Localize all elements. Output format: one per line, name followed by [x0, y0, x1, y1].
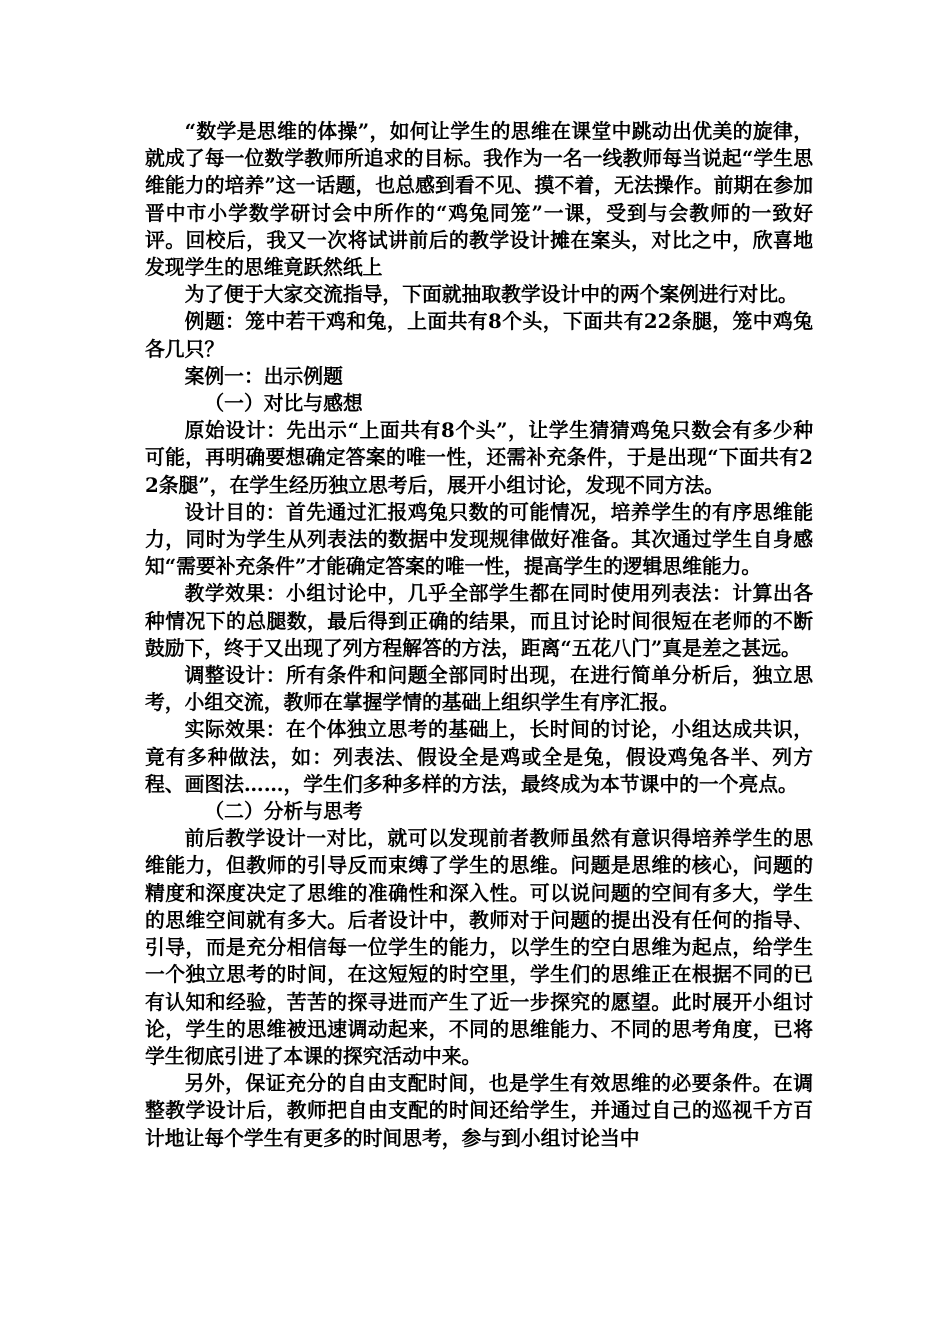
teaching-effect-paragraph: 教学效果：小组讨论中，几乎全部学生都在同时使用列表法：计算出各种情况下的总腿数，最后得到正确的结果，而且讨论时间很短在老师的不断鼓励下，终于又出现了列方程解答的方法，距离“五花八门”真是差之甚远。 [145, 581, 813, 660]
analysis-paragraph: 前后教学设计一对比，就可以发现前者教师虽然有意识得培养学生的思维能力，但教师的引导反而束缚了学生的思维。问题是思维的核心，问题的精度和深度决定了思维的准确性和深入性。可以说问题的空间有多大，学生的思维空间就有多大。后者设计中，教师对于问题的提出没有任何的指导、引导，而是充分相信每一位学生的能力，以学生的空白思维为起点，给学生一个独立思考的时间，在这短短的时空里，学生们的思维正在根据不同的已有认知和经验，苦苦的探寻进而产生了近一步探究的愿望。此时展开小组讨论，学生的思维被迅速调动起来，不同的思维能力、不同的思考角度，已将学生彻底引进了本课的探究活动中来。 [145, 826, 813, 1068]
adjusted-design-paragraph: 调整设计：所有条件和问题全部同时出现，在进行简单分析后，独立思考，小组交流，教师在掌握学情的基础上组织学生有序汇报。 [145, 663, 813, 715]
additional-paragraph: 另外，保证充分的自由支配时间，也是学生有效思维的必要条件。在调整教学设计后，教师把自由支配的时间还给学生，并通过自己的巡视千方百计地让每个学生有更多的时间思考，参与到小组讨论当中 [145, 1071, 813, 1150]
example-problem: 例题：笼中若干鸡和兔，上面共有8个头，下面共有22条腿，笼中鸡兔各几只？ [145, 309, 813, 361]
design-purpose-paragraph: 设计目的：首先通过汇报鸡兔只数的可能情况，培养学生的有序思维能力，同时为学生从列表法的数据中发现规律做好准备。其次通过学生自身感知“需要补充条件”才能确定答案的唯一性，提高学生的逻辑思维能力。 [145, 499, 813, 579]
original-design-paragraph: 原始设计：先出示“上面共有8个头”，让学生猜猜鸡兔只数会有多少种可能，再明确要想确定答案的唯一性，还需补充条件，于是出现“下面共有22条腿”，在学生经历独立思考后，展开小组讨论，发现不同方法。 [145, 418, 813, 497]
actual-effect-paragraph: 实际效果：在个体独立思考的基础上，长时间的讨论，小组达成共识，竟有多种做法，如：列表法、假设全是鸡或全是兔，假设鸡兔各半、列方程、画图法……，学生们多种多样的方法，最终成为本节课中的一个亮点。 [145, 717, 813, 796]
document-body [145, 118, 813, 1152]
section-heading-comparison: （一）对比与感想 [204, 391, 363, 416]
intro-paragraph: “数学是思维的体操”，如何让学生的思维在课堂中跳动出优美的旋律，就成了每一位数学教师所追求的目标。我作为一名一线教师每当说起“学生思维能力的培养”这一话题，也总感到看不见、摸不着，无法操作。前期在参加晋中市小学数学研讨会中所作的“鸡兔同笼”一课，受到与会教师的一致好评。回校后，我又一次将试讲前后的教学设计摊在案头，对比之中，欣喜地发现学生的思维竟跃然纸上 [145, 119, 813, 280]
section-heading-analysis: （二）分析与思考 [204, 799, 363, 824]
case-one-title: 案例一：出示例题 [184, 363, 343, 388]
transition-paragraph: 为了便于大家交流指导，下面就抽取教学设计中的两个案例进行对比。 [184, 282, 798, 307]
